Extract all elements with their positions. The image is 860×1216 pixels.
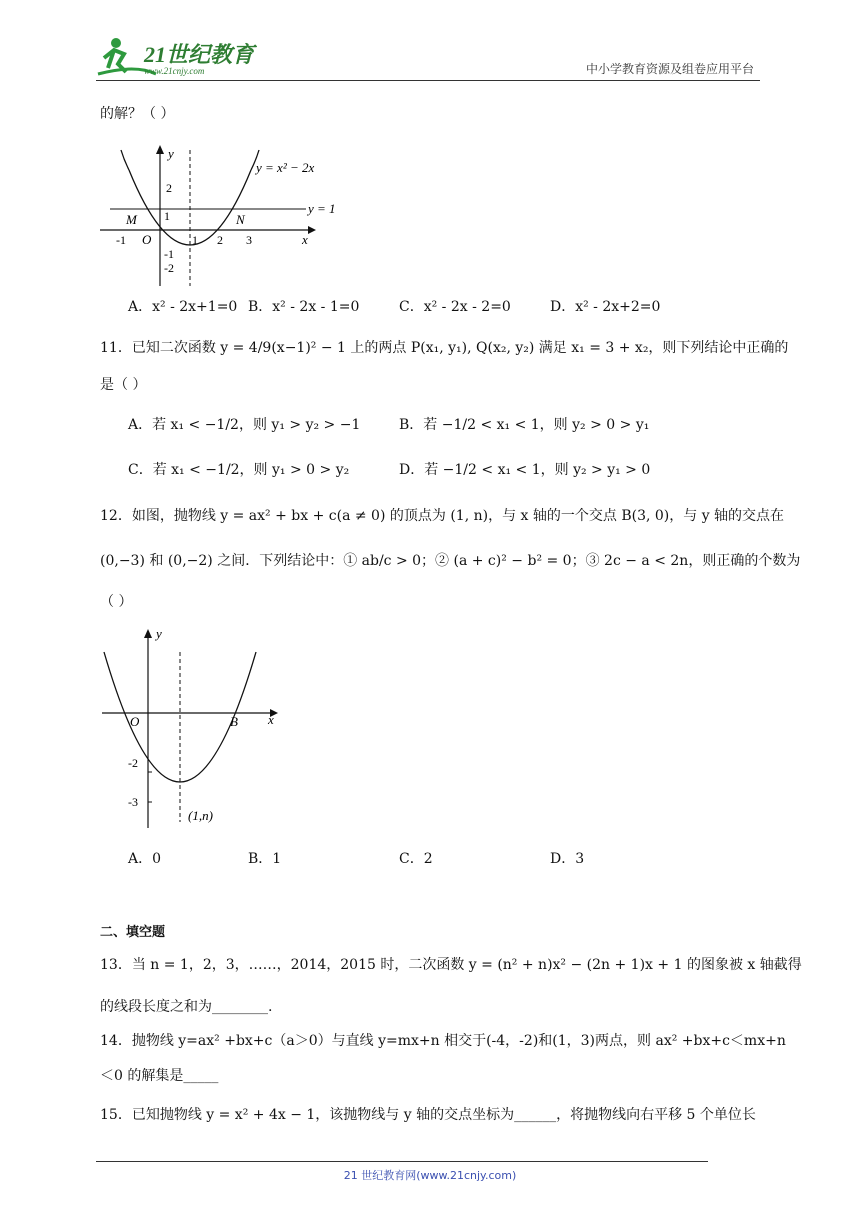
logo-title: 21世纪教育 — [144, 42, 255, 67]
q12-tick-y-minus3: -3 — [128, 795, 138, 809]
section-fill-in-heading: 二、填空题 — [100, 925, 166, 940]
q10-graph — [96, 140, 356, 294]
q10-tick-y: -1 — [164, 247, 174, 261]
footer-link[interactable]: 21 世纪教育网(www.21cnjy.com) — [343, 1169, 517, 1182]
q10-tick-x: 2 — [217, 233, 223, 247]
q10-y-axis-label: y — [168, 146, 174, 161]
q10-line-label: y = 1 — [308, 201, 336, 216]
q10-tick-x: 3 — [246, 233, 252, 247]
q10-curve-label: y = x² − 2x — [256, 160, 315, 175]
site-logo — [96, 34, 266, 80]
q10-tick-x: 1 — [192, 233, 198, 247]
q13-stem-line1: 13．当 n = 1，2，3，……，2014，2015 时，二次函数 y = (n² + n)x² − (2n + 1)x + 1 的图象被 x 轴截得 — [100, 957, 802, 973]
q11-option-b: B．若 −1/2 < x₁ < 1，则 y₂ > 0 > y₁ — [399, 417, 650, 433]
q12-point-b: B — [230, 714, 238, 729]
q15-stem-line1: 15．已知抛物线 y = x² + 4x − 1，该抛物线与 y 轴的交点坐标为______，将抛物线向右平移 5 个单位长 — [100, 1107, 756, 1123]
q10-option-b: B．x² - 2x - 1=0 — [248, 299, 360, 315]
logo-url: www.21cnjy.com — [144, 66, 205, 76]
q12-option-c: C．2 — [399, 851, 433, 867]
runner-logo-icon — [96, 34, 266, 80]
q12-origin-label: O — [130, 714, 140, 729]
q12-option-a: A．0 — [128, 851, 162, 867]
footer-divider — [96, 1161, 708, 1162]
q12-graph — [96, 622, 296, 841]
q14-stem-line1: 14．抛物线 y=ax² +bx+c（a＞0）与直线 y=mx+n 相交于(-4，-2)和(1，3)两点，则 ax² +bx+c＜mx+n — [100, 1033, 786, 1049]
platform-name: 中小学教育资源及组卷应用平台 — [585, 62, 754, 76]
q11-option-d: D．若 −1/2 < x₁ < 1，则 y₂ > y₁ > 0 — [399, 462, 651, 478]
q10-tail: 的解？（ ） — [100, 106, 175, 122]
q12-x-axis-label: x — [268, 712, 274, 727]
q12-vertex-label: (1,n) — [188, 808, 213, 823]
q10-tick-x: -1 — [116, 233, 126, 247]
q11-option-c: C．若 x₁ < −1/2，则 y₁ > 0 > y₂ — [128, 462, 350, 478]
q10-option-c: C．x² - 2x - 2=0 — [399, 299, 511, 315]
q12-stem-line1: 12．如图，抛物线 y = ax² + bx + c(a ≠ 0) 的顶点为 (1, n)，与 x 轴的一个交点 B(3, 0)，与 y 轴的交点在 — [100, 508, 785, 524]
q11-stem-line2: 是（ ） — [100, 377, 147, 393]
q10-point-n: N — [236, 212, 245, 227]
q10-tick-y: -2 — [164, 261, 174, 275]
q12-y-axis-label: y — [156, 626, 162, 641]
q10-x-axis-label: x — [302, 232, 308, 247]
q10-option-d: D．x² - 2x+2=0 — [550, 299, 661, 315]
q10-tick-y: 2 — [166, 181, 172, 195]
q10-point-m: M — [126, 212, 137, 227]
q12-stem-line2: (0,−3) 和 (0,−2) 之间．下列结论中：① ab/c > 0；② (a + c)² − b² = 0；③ 2c − a < 2n，则正确的个数为 — [100, 553, 801, 569]
q10-tick-y: 1 — [164, 209, 170, 223]
q10-origin-label: O — [142, 232, 152, 247]
q12-option-b: B．1 — [248, 851, 282, 867]
q10-option-a: A．x² - 2x+1=0 — [128, 299, 238, 315]
q13-stem-line2: 的线段长度之和为________. — [100, 999, 273, 1015]
q14-stem-line2: ＜0 的解集是_____ — [100, 1068, 219, 1084]
header-divider — [96, 80, 760, 81]
q11-option-a: A．若 x₁ < −1/2，则 y₁ > y₂ > −1 — [128, 417, 361, 433]
q12-option-d: D．3 — [550, 851, 585, 867]
q11-stem-line1: 11．已知二次函数 y = 4/9(x−1)² − 1 上的两点 P(x₁, y₁), Q(x₂, y₂) 满足 x₁ = 3 + x₂，则下列结论中正确的 — [100, 340, 789, 356]
q12-tick-y-minus2: -2 — [128, 756, 138, 770]
q12-stem-line3: （ ） — [100, 594, 133, 610]
